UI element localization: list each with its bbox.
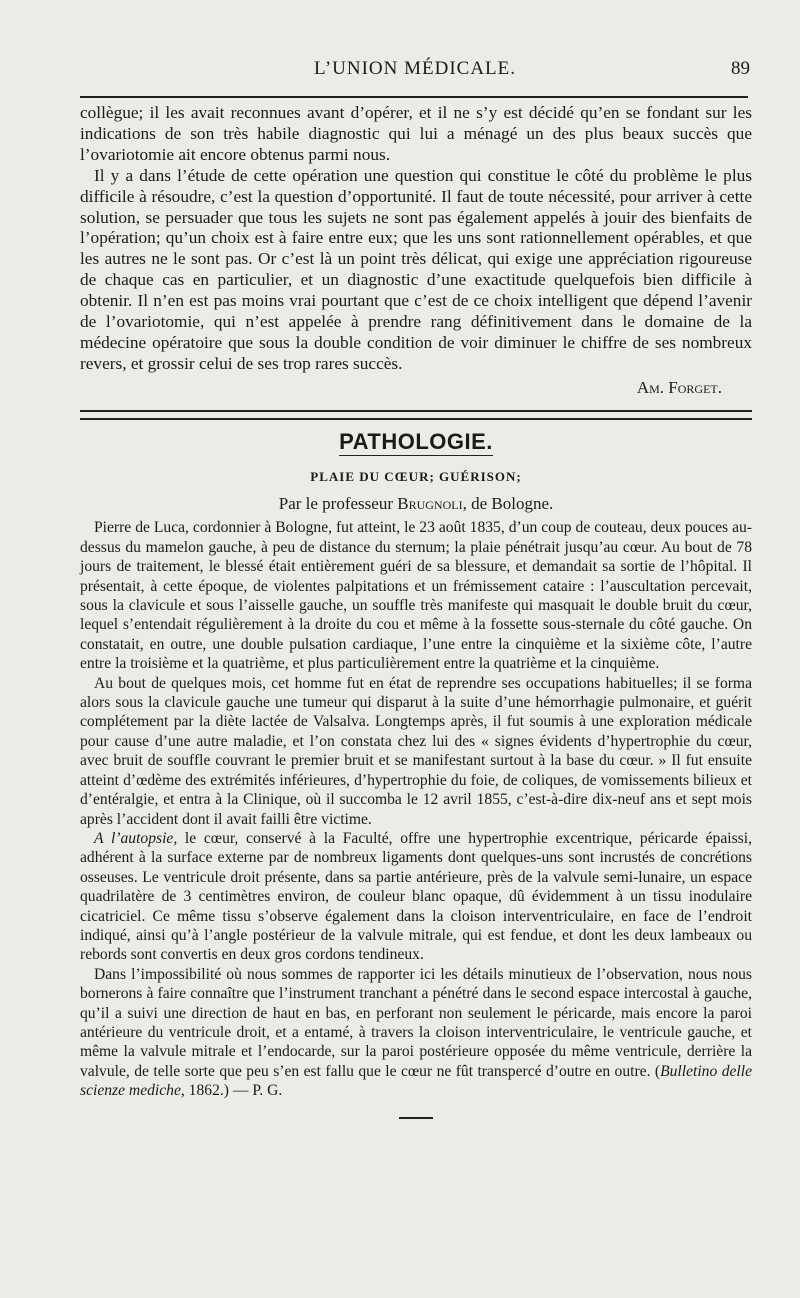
article-paragraph-2: Au bout de quelques mois, cet homme fut en état de reprendre ses occupations habituelles; il se forma alors sous la clavicule gauche une tumeur qui disparut à la suite d’une hémorrhagie pulmonaire, et guérit complétement par la diète lactée de Valsalva. Longtemps après, il fut soumis à une exploration médicale pour cause d’une autre maladie, et l’on constata chez lui des « signes évidents d’hypertrophie du cœur, avec bruit de souffle couvrant le premier bruit et se manifestant surtout à la base du cœur. » Il fut ensuite atteint d’œdème des extrémités inférieures, d’hypertrophie du foie, de coliques, de vomissements bilieux et d’entéralgie, et entra à la Clinique, où il succomba le 12 avril 1855, c’est-à-dire dix-neuf ans et sept mois après l’accident dont il avait failli être victime. — [80, 674, 752, 828]
article-paragraph-3 — [80, 829, 752, 965]
paragraph-4-end: 1862.) — P. G. — [184, 1082, 283, 1100]
byline — [80, 494, 752, 515]
page-header — [80, 58, 750, 94]
page-number: 89 — [731, 58, 750, 79]
article-paragraph-4 — [80, 965, 752, 1101]
signature: Am. Forget. — [636, 377, 722, 397]
byline-suffix: , de Bologne. — [462, 493, 554, 513]
section-divider — [80, 410, 752, 420]
article-title: PLAIE DU CŒUR; GUÉRISON; — [310, 468, 522, 484]
byline-author: Brugnoli — [397, 493, 463, 513]
article-paragraph-1: Pierre de Luca, cordonnier à Bologne, fut atteint, le 23 août 1835, d’un coup de couteau, deux pouces au-dessus du mamelon gauche, à peu de distance du sternum; la plaie pénétrait jusqu’au cœur. Au bout de 78 jours de traitement, le blessé était entièrement guéri de sa blessure, et demandait sa sortie de l’hôpital. Il présentait, à cette époque, de violentes palpitations et un frémissement cataire : l’auscultation percevait, sous la clavicule et sous l’aisselle gauche, un souffle très manifeste qui masquait le double bruit du cœur, lequel s’entendait régulièrement à la droite du cou et même à la fossette sous-sternale du côté gauche. On constatait, en outre, une double pulsation cardiaque, l’une entre la cinquième et la sixième côte, l’autre entre la troisième et la quatrième, et plus particulièrement entre la quatrième et la cinquième. — [80, 519, 752, 673]
autopsy-text: le cœur, conservé à la Faculté, offre une hypertrophie excentrique, péricarde épaissi, adhérent à la surface externe par de nombreux ligaments dont quelques-uns sont incrustés de concrétions osseuses. Le ventricule droit présente, dans sa partie antérieure, près de la valvule semi-lunaire, un espace quadrilatère de 3 centimètres environ, de couleur blanc opaque, dû évidemment à un tissu inodulaire cicatriciel. Ce même tissu s’observe également dans la cloison interventriculaire, en face de l’endroit indiqué, ainsi qu’à l’angle postérieur de la valvule mitrale, qui est fendue, et dont les deux lambeaux ou rebords sont convertis en deux gros cordons tendineux. — [80, 829, 752, 964]
running-title: L’UNION MÉDICALE. — [313, 58, 517, 79]
header-rule — [80, 96, 748, 98]
paragraph-4-text: Dans l’impossibilité où nous sommes de rapporter ici les détails minutieux de l’observation, nous nous bornerons à faire connaître que l’instrument tranchant a pénétré dans le second espace intercostal à gauche, qu’il a suivi une direction de haut en bas, en perforant non seulement le péricarde, mais encore la paroi antérieure du ventricule droit, et a entamé, à travers la cloison interventriculaire, le ventricule gauche, et même la valvule mitrale et l’endocarde, sur la paroi postérieure opposée du même ventricule, derrière la valvule, de telle sorte que peu s’en est fallu que le cœur ne fût transpercé d’outre en outre. ( — [80, 965, 752, 1080]
section-title-text: PATHOLOGIE. — [339, 428, 493, 454]
page-body — [80, 103, 752, 1119]
section-title — [80, 428, 752, 454]
end-rule — [399, 1117, 433, 1119]
article-body — [80, 518, 752, 1118]
intro-paragraph-2: Il y a dans l’étude de cette opération une question qui constitue le côté du problème le plus difficile à résoudre, c’est la question d’opportunité. Il faut de toute nécessité, pour arriver à cette solution, se persuader que tous les sujets ne sont pas également appelés à jouir des bienfaits de l’opération; qu’un choix est à faire entre eux; que les uns sont rationnellement opérables, et que les autres ne le sont pas. Or c’est là un point très délicat, qui exige une appréciation rigoureuse de chaque cas en particulier, et un diagnostic d’une exactitude quelquefois bien difficile à obtenir. Il n’en est pas moins vrai pourtant que c’est de ce choix intelligent que dépend l’avenir de l’ovariotomie, qui n’est appelée à prendre rang définitivement dans le domaine de la médecine opératoire que sous la double condition de voir diminuer le chiffre de ses nombreux revers, et grossir celui de ses trop rares succès. — [80, 165, 752, 373]
byline-prefix: Par le professeur — [278, 493, 398, 513]
autopsy-label: A l’autopsie, — [94, 829, 178, 847]
source-citation: Bulletino delle scienze mediche, — [80, 1062, 753, 1100]
intro-paragraph-1: collègue; il les avait reconnues avant d’opérer, et il ne s’y est décidé qu’en se fondant sur les indications de son très habile diagnostic qui lui a ménagé un des plus beaux succès que l’ovariotomie ait encore obtenus parmi nous. — [80, 103, 752, 164]
